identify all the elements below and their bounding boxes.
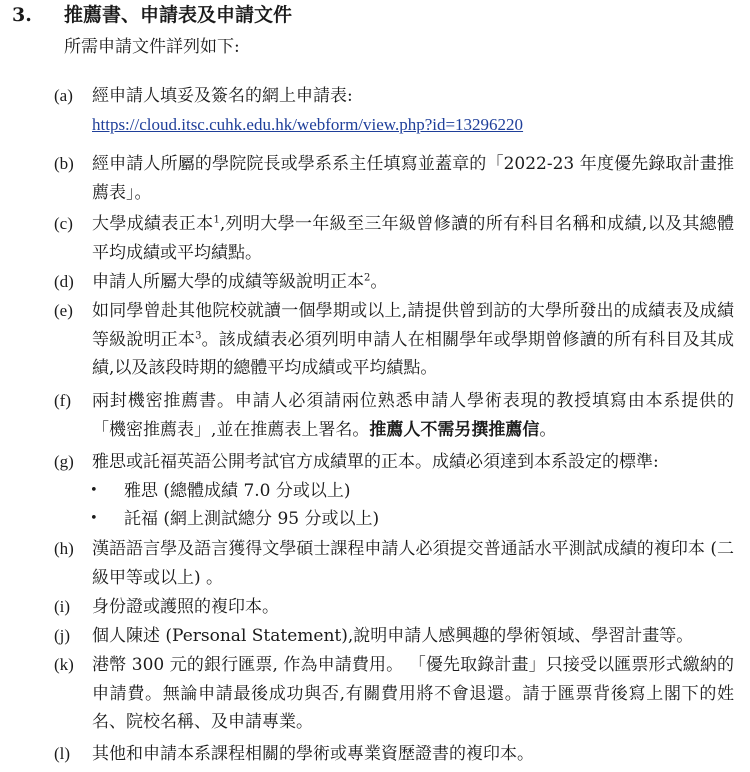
- bullet-icon: •: [90, 483, 98, 498]
- item-label: (j): [54, 626, 71, 645]
- item-label: (a): [54, 86, 73, 105]
- item-text: 經申請人所屬的學院院長或學系系主任填寫並蓋章的「2022-23 年度優先錄取計畫推薦表」。: [92, 154, 734, 203]
- list-item-c: [54, 210, 734, 267]
- item-text: 雅思或託福英語公開考試官方成績單的正本。成績必須達到本系設定的標準:: [92, 452, 659, 472]
- bold-notice: 推薦人不需另撰推薦信: [369, 419, 540, 440]
- footnote-marker: 2: [364, 272, 371, 284]
- item-text: 申請人所屬大學的成績等級說明正本$^2$。: [92, 272, 388, 292]
- item-text: 兩封機密推薦書。申請人必須請兩位熟悉申請人學術表現的教授填寫由本系提供的「機密推薦表」,並在推薦表上署名。推薦人不需另撰推薦信。: [92, 391, 734, 440]
- list-item-d: [54, 268, 734, 297]
- footnote-marker: 1: [213, 214, 220, 226]
- item-text: 經申請人填妥及簽名的網上申請表:: [92, 86, 353, 106]
- item-label: (c): [54, 214, 73, 233]
- section-intro: 所需申請文件詳列如下:: [64, 37, 240, 57]
- item-label: (h): [54, 539, 74, 558]
- bullet-item-ielts: [90, 477, 351, 505]
- item-label: (f): [54, 391, 71, 410]
- bullet-icon: •: [90, 511, 98, 526]
- item-text: 大學成績表正本$^1$,列明大學一年級至三年級曾修讀的所有科目名稱和成績,以及其總體平均成績或平均績點。: [92, 214, 735, 263]
- section-title: 推薦書、申請表及申請文件: [64, 4, 293, 26]
- bullet-item-toefl: [90, 505, 379, 533]
- list-item-h: [54, 535, 734, 592]
- item-label: (d): [54, 272, 74, 291]
- list-item-b: [54, 150, 734, 207]
- list-item-f: [54, 387, 734, 444]
- item-text: 其他和申請本系課程相關的學術或專業資歷證書的複印本。: [92, 744, 534, 764]
- item-label: (g): [54, 452, 74, 471]
- footnote-marker: 3: [195, 329, 202, 341]
- item-label: (e): [54, 301, 73, 320]
- list-item-a: [54, 82, 734, 139]
- list-item-e: [54, 297, 734, 383]
- list-item-k: [54, 651, 734, 737]
- list-item-j: [54, 622, 734, 651]
- item-label: (b): [54, 154, 74, 173]
- application-form-link[interactable]: https://cloud.itsc.cuhk.edu.hk/webform/view.php?id=13296220: [92, 114, 524, 134]
- item-label: (l): [54, 744, 71, 763]
- bullet-text: 雅思 (總體成績 7.0 分或以上): [124, 481, 351, 501]
- item-label: (i): [54, 597, 71, 616]
- bullet-text: 託福 (網上測試總分 95 分或以上): [124, 509, 380, 529]
- item-text: 身份證或護照的複印本。: [92, 597, 279, 617]
- section-heading: [12, 2, 292, 28]
- list-item-l: [54, 740, 734, 769]
- item-label: (k): [54, 655, 74, 674]
- item-text: 港幣 300 元的銀行匯票, 作為申請費用。 「優先取錄計畫」只接受以匯票形式繳納的申請費。無論申請最後成功與否,有關費用將不會退還。請于匯票背後寫上閣下的姓名、院校名稱、及申請專業。: [92, 655, 734, 732]
- list-item-g: [54, 448, 734, 477]
- list-item-i: [54, 593, 734, 622]
- item-text: 如同學曾赴其他院校就讀一個學期或以上,請提供曾到訪的大學所發出的成績表及成績等級說明正本$^3$。該成績表必須列明申請人在相關學年或學期曾修讀的所有科目及其成績,以及該段時期的總體平均成績或平均績點。: [92, 301, 735, 378]
- section-number: 3.: [12, 4, 32, 26]
- item-text: 漢語語言學及語言獲得文學碩士課程申請人必須提交普通話水平測試成績的複印本 (二級甲等或以上) 。: [92, 539, 734, 588]
- item-text: 個人陳述 (Personal Statement),說明申請人感興趣的學術領域、學習計畫等。: [92, 626, 694, 646]
